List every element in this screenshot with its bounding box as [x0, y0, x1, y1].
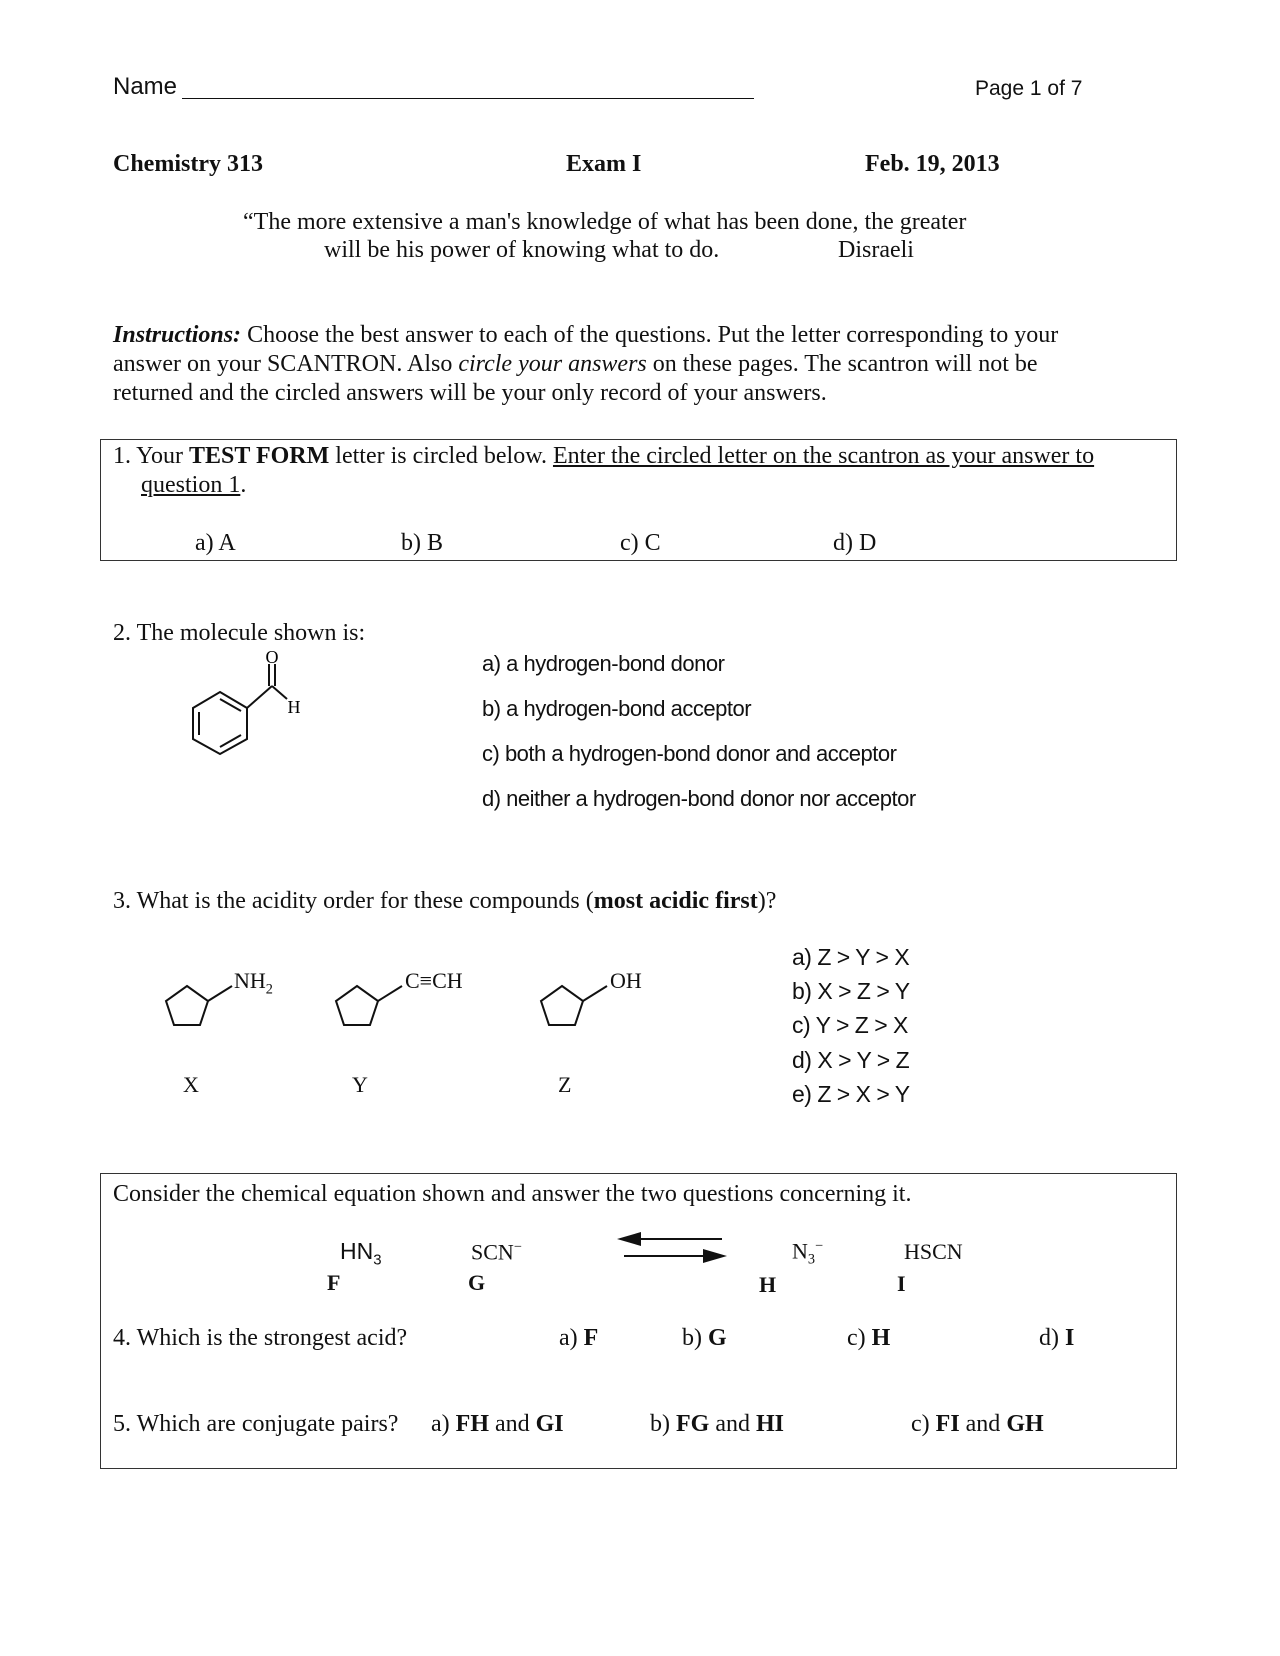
- benzene-ring: [193, 692, 247, 754]
- q4-option-b-letter: G: [708, 1325, 727, 1351]
- instructions-line-2: [113, 351, 1038, 378]
- q2-option-a[interactable]: a) a hydrogen-bond donor: [482, 651, 725, 676]
- species-h-letter: H: [759, 1272, 777, 1297]
- q5-option-b-pair-2: HI: [755, 1411, 784, 1437]
- q2-option-b[interactable]: b) a hydrogen-bond acceptor: [482, 696, 752, 721]
- species-i-letter: I: [897, 1271, 906, 1296]
- name-label: Name: [113, 73, 178, 100]
- q1-underline-2: question 1: [141, 472, 241, 498]
- q4-option-a-prefix: a): [559, 1325, 584, 1351]
- compound-y-group: C≡CH: [405, 968, 463, 993]
- compound-z-group: OH: [610, 968, 642, 993]
- instructions-label: Instructions:: [113, 322, 242, 348]
- species-g-sup: −: [513, 1239, 522, 1255]
- species-f-letter: F: [327, 1270, 341, 1295]
- q3-option-c[interactable]: c) Y > Z > X: [792, 1012, 908, 1038]
- q5-option-a-and: and: [488, 1411, 536, 1437]
- q1-option-a[interactable]: a) A: [195, 530, 236, 556]
- equilibrium-arrows: [617, 1231, 729, 1265]
- species-g-formula: SCN: [471, 1239, 514, 1265]
- q4-option-b-prefix: b): [682, 1325, 708, 1351]
- q5-option-c[interactable]: [911, 1411, 1044, 1438]
- q4-option-c-prefix: c): [847, 1325, 872, 1351]
- q1-option-b[interactable]: b) B: [401, 530, 443, 556]
- species-g: [471, 1239, 522, 1265]
- compound-z-structure: [525, 960, 665, 1040]
- q5-option-b-prefix: b): [650, 1411, 676, 1437]
- cyclopentane-ring: [541, 986, 583, 1025]
- cyclopentane-ring: [336, 986, 378, 1025]
- instructions-text-2a: answer on your SCANTRON. Also: [113, 351, 459, 377]
- q2-question: 2. The molecule shown is:: [113, 620, 366, 646]
- q2-option-c[interactable]: c) both a hydrogen-bond donor and acceptor: [482, 741, 897, 766]
- q1-option-c[interactable]: c) C: [620, 530, 661, 556]
- species-h-sup: −: [815, 1238, 824, 1254]
- q3-pre: 3. What is the acidity order for these compounds (: [113, 888, 594, 914]
- atom-o: O: [265, 648, 279, 667]
- compound-x-label: X: [183, 1072, 199, 1097]
- q2-option-d[interactable]: d) neither a hydrogen-bond donor nor acceptor: [482, 786, 916, 811]
- exam-title: Exam I: [566, 151, 642, 177]
- q4-option-a[interactable]: [559, 1325, 598, 1352]
- q5-option-b[interactable]: [650, 1411, 784, 1438]
- q1-option-d[interactable]: d) D: [833, 530, 877, 556]
- q3-option-d[interactable]: d) X > Y > Z: [792, 1047, 910, 1073]
- q5-question: 5. Which are conjugate pairs?: [113, 1411, 399, 1437]
- q5-option-c-and: and: [959, 1411, 1007, 1437]
- name-line[interactable]: [182, 98, 754, 99]
- compound-y-label: Y: [352, 1072, 368, 1097]
- cyclopentane-ring: [166, 986, 208, 1025]
- q1-line-2: [141, 472, 246, 499]
- species-h-sub: 3: [807, 1251, 816, 1268]
- course-title: Chemistry 313: [113, 151, 263, 177]
- benzaldehyde-structure: [180, 648, 330, 766]
- instructions-line-1: [113, 322, 1058, 349]
- exam-date: Feb. 19, 2013: [865, 151, 1000, 177]
- species-f-sub: 3: [373, 1251, 382, 1269]
- q1-number: 1.: [113, 443, 131, 469]
- q5-option-c-pair-2: GH: [1006, 1411, 1044, 1437]
- species-h: [792, 1238, 823, 1269]
- q5-option-a[interactable]: [431, 1411, 564, 1438]
- q4-option-c-letter: H: [871, 1325, 891, 1351]
- q1-test-form: TEST FORM: [189, 443, 330, 469]
- compound-z-label: Z: [558, 1072, 572, 1097]
- q3-option-b[interactable]: b) X > Z > Y: [792, 978, 910, 1004]
- q1-period: .: [240, 472, 247, 498]
- q3-question: [113, 888, 776, 915]
- q4-option-c[interactable]: [847, 1325, 890, 1352]
- compound-x-group-sub: 2: [265, 981, 273, 998]
- instructions-text-2c: on these pages. The scantron will not be: [646, 351, 1038, 377]
- quote-author: Disraeli: [838, 237, 914, 263]
- q4-option-d-prefix: d): [1039, 1325, 1065, 1351]
- page-number: Page 1 of 7: [975, 77, 1083, 100]
- equation-intro: Consider the chemical equation shown and answer the two questions concerning it.: [113, 1181, 912, 1207]
- q5-option-a-prefix: a): [431, 1411, 456, 1437]
- q3-option-a[interactable]: a) Z > Y > X: [792, 944, 910, 970]
- compound-x-group: [234, 968, 273, 998]
- atom-h: H: [287, 697, 301, 717]
- q4-option-b[interactable]: [682, 1325, 727, 1352]
- species-g-letter: G: [468, 1270, 486, 1295]
- species-h-formula: N: [792, 1238, 808, 1264]
- instructions-emphasis: circle your answers: [458, 351, 647, 377]
- q4-question: 4. Which is the strongest acid?: [113, 1325, 408, 1351]
- q3-post: )?: [757, 888, 777, 914]
- q1-pre: Your: [136, 443, 190, 469]
- q3-option-e[interactable]: e) Z > X > Y: [792, 1081, 910, 1107]
- q5-option-b-pair-1: FG: [676, 1411, 710, 1437]
- quote-line-1: “The more extensive a man's knowledge of what has been done, the greater: [243, 209, 967, 235]
- q5-option-b-and: and: [709, 1411, 756, 1437]
- q1-mid: letter is circled below.: [329, 443, 553, 469]
- species-f-formula: HN: [340, 1238, 374, 1264]
- q5-option-c-pair-1: FI: [935, 1411, 960, 1437]
- species-f: [340, 1238, 382, 1269]
- q3-emphasis: most acidic first: [593, 888, 758, 914]
- q4-option-a-letter: F: [583, 1325, 599, 1351]
- q5-option-c-prefix: c): [911, 1411, 936, 1437]
- instructions-line-3: returned and the circled answers will be your only record of your answers.: [113, 380, 827, 406]
- q1-underline-1: Enter the circled letter on the scantron as your answer to: [552, 443, 1095, 469]
- q5-option-a-pair-1: FH: [455, 1411, 489, 1437]
- quote-line-2: will be his power of knowing what to do.: [324, 237, 720, 263]
- instructions-text-1: Choose the best answer to each of the questions. Put the letter corresponding to your: [241, 322, 1059, 348]
- q4-option-d[interactable]: [1039, 1325, 1074, 1352]
- species-i: HSCN: [904, 1239, 963, 1264]
- q4-option-d-letter: I: [1065, 1325, 1075, 1351]
- q5-option-a-pair-2: GI: [535, 1411, 564, 1437]
- compound-x-group-text: NH: [234, 968, 266, 993]
- q1-line-1: [113, 443, 1094, 470]
